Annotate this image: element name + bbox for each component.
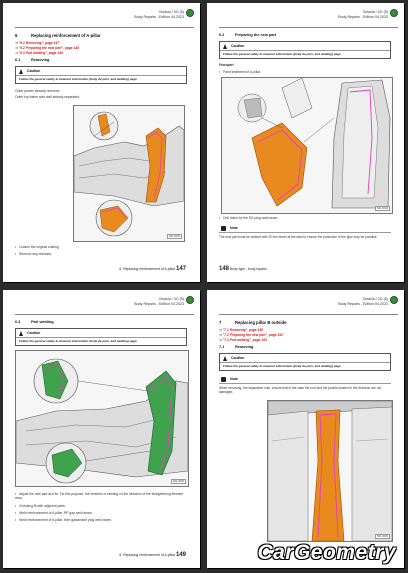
a-pillar-drawing	[74, 106, 184, 241]
body-text: Outer top frame side wall already separated.	[15, 95, 80, 99]
subsection-heading: 6.3 Part welding	[15, 320, 54, 324]
skoda-logo-icon	[390, 296, 398, 304]
manual-page-148	[207, 3, 404, 282]
header-divider	[15, 314, 194, 315]
list-item: • Weld reinforcement of A-pillar. RP gap weld seam.	[15, 511, 93, 515]
page-header: Octavia / 3O (5) Body Repairs - Edition 04.2023	[338, 10, 388, 19]
figure-part-welding: S91-0000	[15, 350, 189, 487]
page-footer: 148 Body type - body repairs	[219, 266, 267, 272]
list-item: • Checking fit with adjacent parts.	[15, 504, 66, 508]
caution-box: Caution Follow the general safety & cleanout information (body de-pots, and welding) page	[15, 66, 187, 84]
list-item: • Weld reinforcement of A-pillar, then galvanised plug weld seam.	[15, 518, 112, 522]
skoda-logo-icon	[186, 9, 194, 17]
list-item: • Drill holes for the SG plug weld seam.	[219, 216, 278, 220]
page-header: Octavia / 3O (5) Body Repairs - Edition 04.2023	[338, 297, 388, 306]
manual-page-150	[207, 290, 404, 568]
page-footer: 6. Replacing reinforcement of A-pillar 149	[119, 552, 186, 558]
group-label: Frontpart	[219, 63, 234, 67]
subsection-heading: 6.1 Removing	[15, 58, 50, 62]
new-part-drawing	[222, 78, 392, 213]
manual-page-147	[3, 3, 200, 282]
page-header: Octavia / 3O (5) Body Repairs - Edition 04.2023	[134, 297, 184, 306]
toc-link[interactable]: ⇒ "7.2 Preparing the new part", page 152	[219, 333, 283, 337]
warning-icon	[223, 356, 227, 361]
subsection-heading: 7.1 Removing	[219, 345, 254, 349]
page-header: Octavia / 3O (5) Body Repairs - Edition 04.2023	[134, 10, 184, 19]
body-text: Outer panels already removed.	[15, 89, 61, 93]
list-item: • Adjust the new part and fix. Fix this purpose, the versions is existing on the direction of the straightening element area.	[15, 492, 190, 500]
note-box: Note The new part must be welded with 20 mm sheet at the start to ensure the protection of the glue may be possible.	[219, 224, 391, 239]
manual-page-149	[3, 290, 200, 568]
skoda-logo-icon	[390, 9, 398, 17]
note-box: Note When removing, the separation cuts, ensure that in the case the roof and the panels located in the direction are not damaged.	[219, 375, 391, 394]
section-heading: 7 Replacing pillar B outside	[219, 320, 287, 325]
header-divider	[15, 27, 194, 28]
warning-icon	[19, 331, 23, 336]
caution-box: Caution Follow the general safety & cleanout information (body de-pots, and welding) page	[15, 328, 187, 346]
subsection-heading: 6.2 Preparing the new part	[219, 33, 277, 37]
welding-drawing	[16, 351, 188, 486]
toc-link[interactable]: ⇒ "6.2 Preparing the new part", page 148	[15, 46, 79, 50]
page-number: 148	[219, 266, 230, 272]
page-footer: 6. Replacing reinforcement of A-pillar 147	[119, 266, 186, 272]
list-item: • Paint treatment of A-pillar.	[219, 70, 261, 74]
warning-icon	[223, 44, 227, 49]
page-number: 149	[175, 552, 186, 558]
figure-new-part: S91-0000	[221, 77, 393, 214]
note-icon	[221, 226, 226, 231]
toc-link[interactable]: ⇒ "6.3 Part welding", page 149	[15, 51, 63, 55]
toc-link[interactable]: ⇒ "7.3 Part welding", page 153	[219, 338, 267, 342]
toc-link[interactable]: ⇒ "7.1 Removing", page 150	[219, 328, 264, 332]
toc-link[interactable]: ⇒ "6.1 Removing", page 147	[15, 41, 60, 45]
warning-icon	[19, 69, 23, 74]
list-item: • Loosen the original coating.	[15, 245, 59, 249]
header-divider	[219, 27, 398, 28]
caution-box: Caution Follow the general safety & cleanout information (body de-pots, and welding) page	[219, 41, 391, 59]
pillar-b-drawing	[268, 401, 392, 541]
caution-box: Caution Follow the general safety & cleanout information (body de-pots, and welding) page	[219, 353, 391, 371]
header-divider	[219, 314, 398, 315]
list-item: • Remove any residues.	[15, 252, 52, 256]
note-icon	[221, 377, 226, 382]
section-heading: 6 Replacing reinforcement of A-pillar	[15, 33, 101, 38]
figure-a-pillar-removal: S91-0000	[73, 105, 185, 242]
skoda-logo-icon	[186, 296, 194, 304]
watermark-logo: CarGeometry	[257, 541, 396, 564]
figure-pillar-b: S91-0000	[267, 400, 393, 542]
page-number: 147	[175, 266, 186, 272]
